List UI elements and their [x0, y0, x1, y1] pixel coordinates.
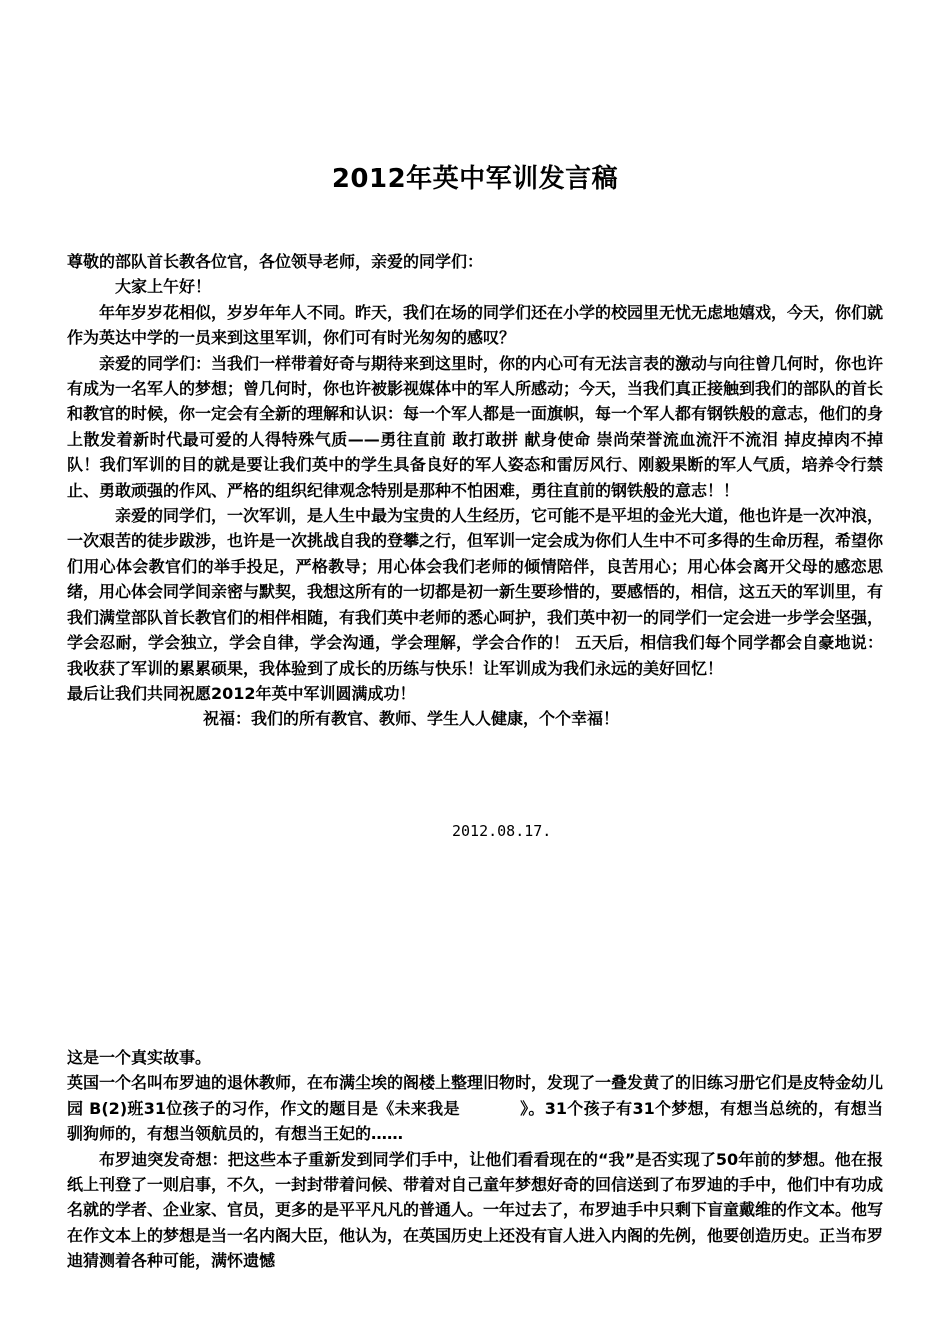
story-intro: 这是一个真实故事。	[67, 1048, 212, 1067]
paragraph-3: 亲爱的同学们，一次军训，是人生中最为宝贵的人生经历，它可能不是平坦的金光大道，他也许是一次冲浪，一次艰苦的徒步跋涉，也许是一次挑战自我的登攀之行，但军训一定会成为你们人生中不可多得的生命历程，希望你们用心体会教官们的举手投足，严格教导；用心体会我们老师的倾情陪伴，良苦用心；用心体会离开父母的感恋思绪，用心体会同学间亲密与默契，我想这所有的一切都是初一新生要珍惜的，要感悟的，相信，这五天的军训里，有我们满堂部队首长教官们的相伴相随，有我们英中老师的悉心呵护，我们英中初一的同学们一定会进一步学会坚强，学会忍耐，学会独立，学会自律，学会沟通，学会理解，学会合作的！ 五天后，相信我们每个同学都会自豪地说：我收获了军训的累累硕果，我体验到了成长的历练与快乐！让军训成为我们永远的美好回忆！	[67, 506, 884, 678]
date: 2012.08.17.	[452, 822, 552, 840]
salutation: 尊敬的部队首长教各位官，各位领导老师，亲爱的同学们：	[67, 252, 484, 271]
blessing: 祝福：我们的所有教官、教师、学生人人健康，个个幸福！	[203, 709, 620, 729]
paragraph-4: 最后让我们共同祝愿2012年英中军训圆满成功！	[67, 683, 416, 703]
story-p1-part-a: 英国一个名叫布罗迪的退休教师，在布满尘埃的阁楼上整理旧物时，发现了一叠发黄了的旧练习册它们是皮特金幼儿园 B(2)班31位孩子的习作，作文的题目是《未来我是	[67, 1073, 884, 1118]
story-p1-part-b: 》。31个孩子有31个梦想，有想当总统的，有想当驯狗师的，有想当领航员的，有想当王妃的……	[67, 1098, 883, 1144]
story-paragraph-2: 布罗迪突发奇想：把这些本子重新发到同学们手中，让他们看看现在的“我”是否实现了50年前的梦想。他在报纸上刊登了一则启事，不久，一封封带着问候、带着对自己童年梦想好奇的回信送到了布罗迪的手中，他们中有功成名就的学者、企业家、官员，更多的是平平凡凡的普通人。一年过去了，布罗迪手中只剩下盲童戴维的作文本。他写在作文本上的梦想是当一名内阁大臣，他认为，在英国历史上还没有盲人进入内阁的先例，他要创造历史。正当布罗迪猜测着各种可能，满怀遗憾	[67, 1149, 884, 1271]
paragraph-1: 年年岁岁花相似，岁岁年年人不同。昨天，我们在场的同学们还在小学的校园里无忧无虑地嬉戏，今天，你们就作为英达中学的一员来到这里军训，你们可有时光匆匆的感叹？	[67, 302, 884, 348]
page-title: 2012年英中军训发言稿	[331, 164, 619, 194]
story-paragraph-1	[67, 1070, 883, 1146]
greeting: 大家上午好！	[115, 277, 212, 297]
story-section	[67, 1045, 883, 1274]
paragraph-2: 亲爱的同学们：当我们一样带着好奇与期待来到这里时，你的内心可有无法言表的激动与向往曾几何时，你也许有成为一名军人的梦想；曾几何时，你也许被影视媒体中的军人所感动；今天，当我们真正接触到我们的部队的首长和教官的时候，你一定会有全新的理解和认识：每一个军人都是一面旗帜，每一个军人都有钢铁般的意志，他们的身上散发着新时代最可爱的人得特殊气质——勇往直前 敢打敢拼 献身使命 崇尚荣誉流血流汗不流泪 掉皮掉肉不掉队！我们军训的目的就是要让我们英中的学生具备良好的军人姿态和雷厉风行、刚毅果断的军人气质，培养令行禁止、勇敢顽强的作风、严格的组织纪律观念特别是那种不怕困难，勇往直前的钢铁般的意志！！	[67, 353, 884, 500]
speech-section	[67, 249, 883, 732]
